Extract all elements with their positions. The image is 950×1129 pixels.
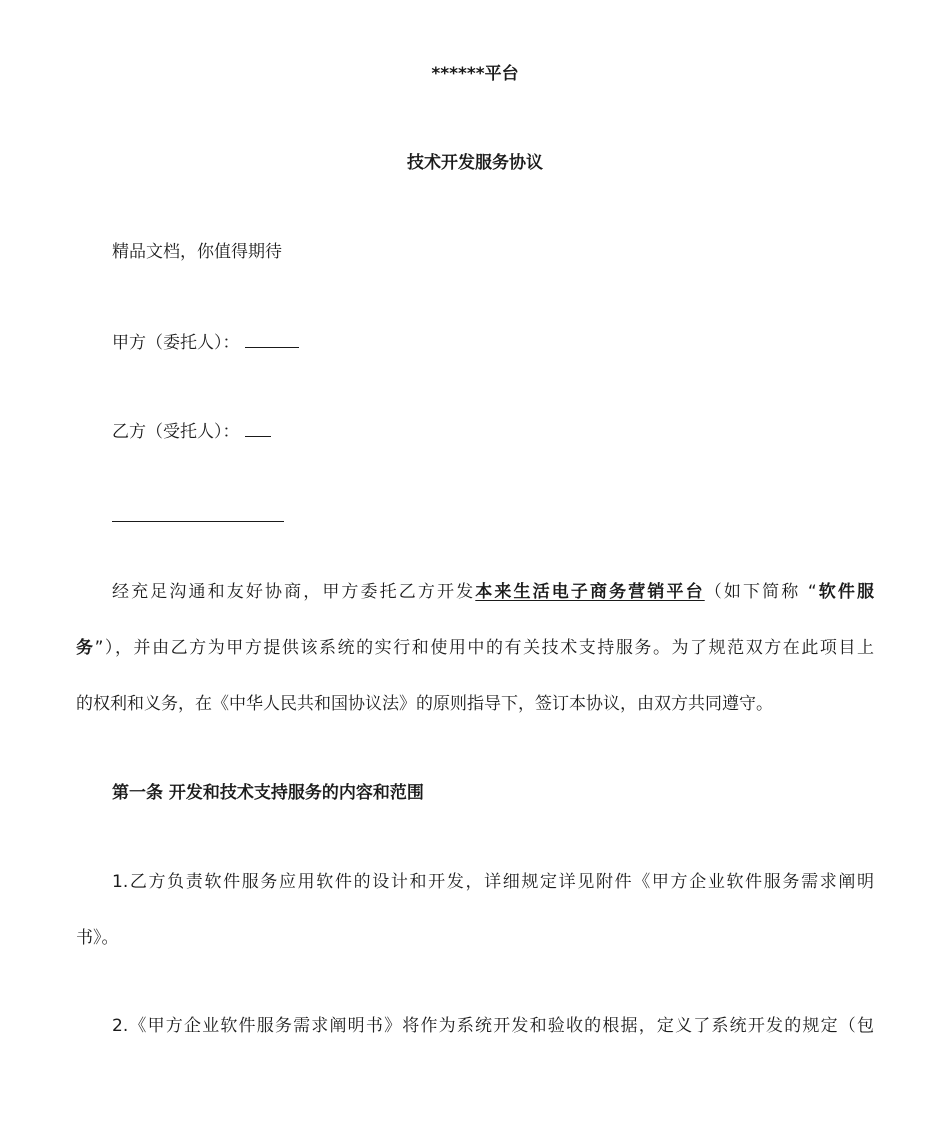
- clause-1-line-2: 书》。: [76, 928, 119, 948]
- tagline: 精品文档，你值得期待: [112, 242, 282, 262]
- party-b-label: 乙方（受托人）：: [112, 422, 240, 442]
- clause-1-line-1: 1.乙方负责软件服务应用软件的设计和开发，详细规定详见附件《甲方企业软件服务需求阐明: [112, 872, 874, 892]
- article-1-heading: 第一条 开发和技术支持服务的内容和范围: [112, 783, 424, 803]
- party-a-line: [112, 329, 299, 355]
- clause-2-line-1: 2.《甲方企业软件服务需求阐明书》将作为系统开发和验收的根据，定义了系统开发的规定（包: [112, 1016, 874, 1036]
- intro-paragraph-line-1: 经充足沟通和友好协商，甲方委托乙方开发本来生活电子商务营销平台（如下简称 “软件服: [112, 582, 875, 602]
- intro-paragraph-line-3: 的权利和义务，在《中华人民共和国协议法》的原则指导下，签订本协议，由双方共同遵守。: [76, 694, 773, 714]
- platform-title: ******平台: [431, 64, 519, 84]
- intro-paragraph-line-2: 务”），并由乙方为甲方提供该系统的实行和使用中的有关技术支持服务。为了规范双方在此项目上: [76, 638, 875, 658]
- software-service-term: 软件服: [816, 582, 875, 602]
- party-b-blank: [245, 418, 271, 437]
- signature-blank-line: [112, 521, 284, 522]
- document-title: 技术开发服务协议: [407, 153, 543, 173]
- party-a-label: 甲方（委托人）：: [112, 333, 240, 353]
- party-b-line: [112, 418, 271, 444]
- party-a-blank: [245, 329, 299, 348]
- platform-name: 本来生活电子商务营销平台: [475, 582, 705, 602]
